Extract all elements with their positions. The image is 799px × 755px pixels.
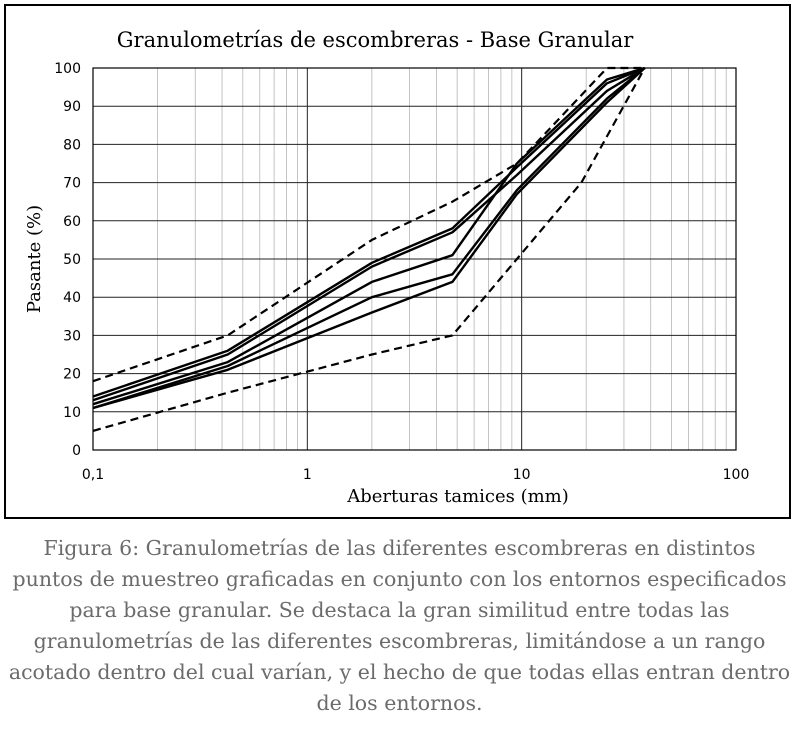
x-tick-label: 0,1 <box>81 467 105 483</box>
x-tick-label: 100 <box>722 467 750 483</box>
y-tick-label: 20 <box>63 366 81 383</box>
series-group <box>93 68 645 431</box>
series-line-4 <box>93 68 645 408</box>
y-tick-label: 10 <box>63 404 81 421</box>
series-line-2 <box>93 68 645 400</box>
y-tick-label: 60 <box>63 213 81 230</box>
figure-caption: Figura 6: Granulometrías de las diferentes escombreras en distintos puntos de muestreo graficadas en conjunto con los entornos especificados para base granular. Se destaca la gran similitud entre todas las granulometrías de las diferentes escombreras, limitándose a un rango acotado dentro del cual varían, y el hecho de que todas ellas entran dentro de los entornos. <box>8 536 791 715</box>
chart-title: Granulometrías de escombreras - Base Granular <box>116 28 634 52</box>
y-tick-label: 50 <box>63 252 81 268</box>
series-line-1 <box>93 68 645 397</box>
y-tick-label: 30 <box>63 328 81 345</box>
y-tick-label: 80 <box>63 137 81 154</box>
series-line-3 <box>93 68 645 404</box>
y-tick-label: 100 <box>54 61 81 77</box>
y-tick-label: 0 <box>72 443 81 459</box>
series-line-6 <box>93 68 645 381</box>
x-tick-label: 1 <box>302 467 312 483</box>
y-tick-label: 90 <box>63 99 81 116</box>
y-tick-label: 40 <box>63 290 81 307</box>
y-tick-labels <box>54 61 81 459</box>
x-tick-labels <box>82 467 750 483</box>
x-tick-label: 10 <box>512 467 531 483</box>
y-tick-label: 70 <box>63 175 81 192</box>
x-axis-title: Aberturas tamices (mm) <box>347 486 569 507</box>
grid <box>93 68 736 450</box>
series-line-5 <box>93 68 645 408</box>
y-axis-title: Pasante (%) <box>24 204 45 314</box>
